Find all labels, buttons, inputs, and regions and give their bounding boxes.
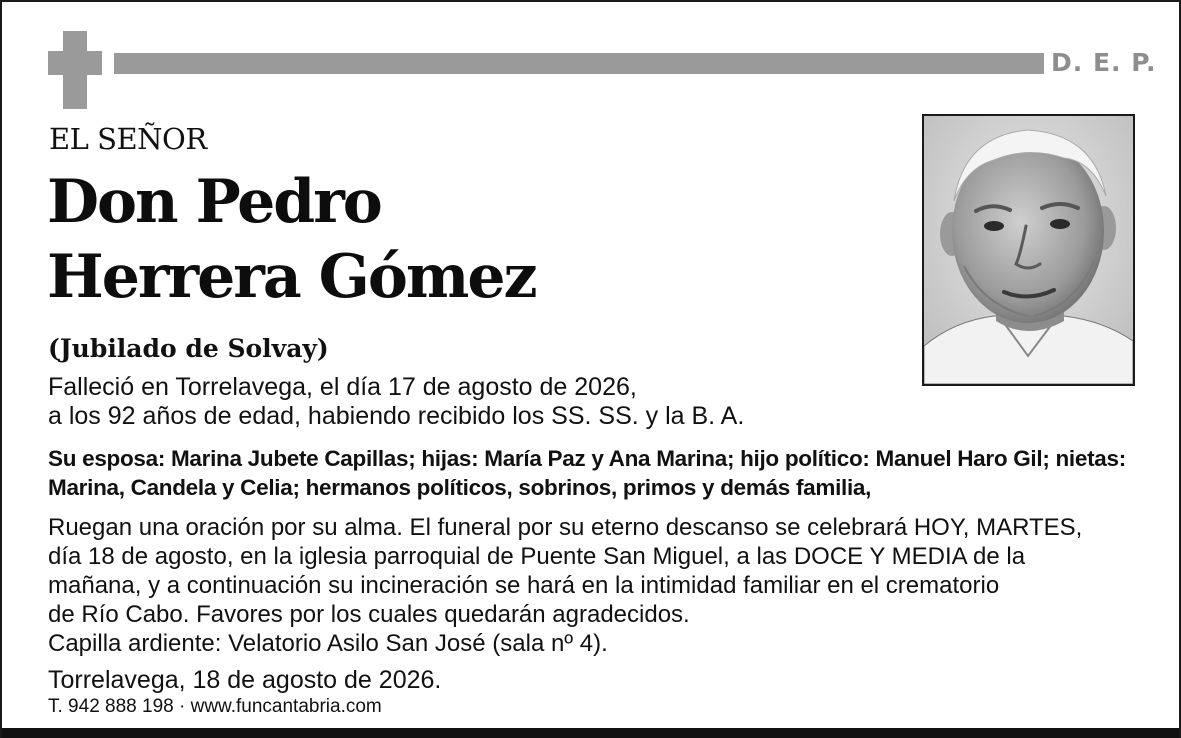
service-line: Ruegan una oración por su alma. El funeral por su eterno descanso se celebrará HOY, MARTES, bbox=[48, 514, 1083, 541]
death-line-2: a los 92 años de edad, habiendo recibido los SS. SS. y la B. A. bbox=[48, 402, 745, 430]
profession: (Jubilado de Solvay) bbox=[48, 334, 329, 363]
contact-line: T. 942 888 198 · www.funcantabria.com bbox=[48, 696, 382, 717]
service-line: mañana, y a continuación su incineración se hará en la intimidad familiar en el crematorio bbox=[48, 572, 1000, 599]
portrait-illustration bbox=[924, 116, 1133, 384]
cross-icon bbox=[48, 31, 102, 109]
family-list: Su esposa: Marina Jubete Capillas; hijas: María Paz y Ana Marina; hijo político: Manuel Haro Gil; nietas: Marina, Candela y Celia; hermanos políticos, sobrinos, primos y demás familia, bbox=[48, 446, 1126, 500]
name-line-1: Don Pedro bbox=[47, 167, 381, 237]
name-line-2: Herrera Gómez bbox=[47, 242, 536, 312]
deceased-name bbox=[47, 165, 536, 315]
salutation: EL SEÑOR bbox=[49, 122, 207, 156]
dep-label: D. E. P. bbox=[1051, 48, 1157, 77]
death-details bbox=[48, 373, 744, 431]
header-rule bbox=[114, 53, 1044, 74]
service-line: de Río Cabo. Favores por los cuales quedarán agradecidos. bbox=[48, 601, 690, 628]
service-details bbox=[48, 513, 1082, 658]
service-line: Capilla ardiente: Velatorio Asilo San José (sala nº 4). bbox=[48, 630, 608, 657]
closing-place-date: Torrelavega, 18 de agosto de 2026. bbox=[48, 666, 442, 694]
bottom-rule bbox=[2, 728, 1179, 738]
portrait-photo bbox=[922, 114, 1135, 386]
service-line: día 18 de agosto, en la iglesia parroquial de Puente San Miguel, a las DOCE Y MEDIA de la bbox=[48, 543, 1026, 570]
death-line-1: Falleció en Torrelavega, el día 17 de agosto de 2026, bbox=[48, 373, 637, 401]
